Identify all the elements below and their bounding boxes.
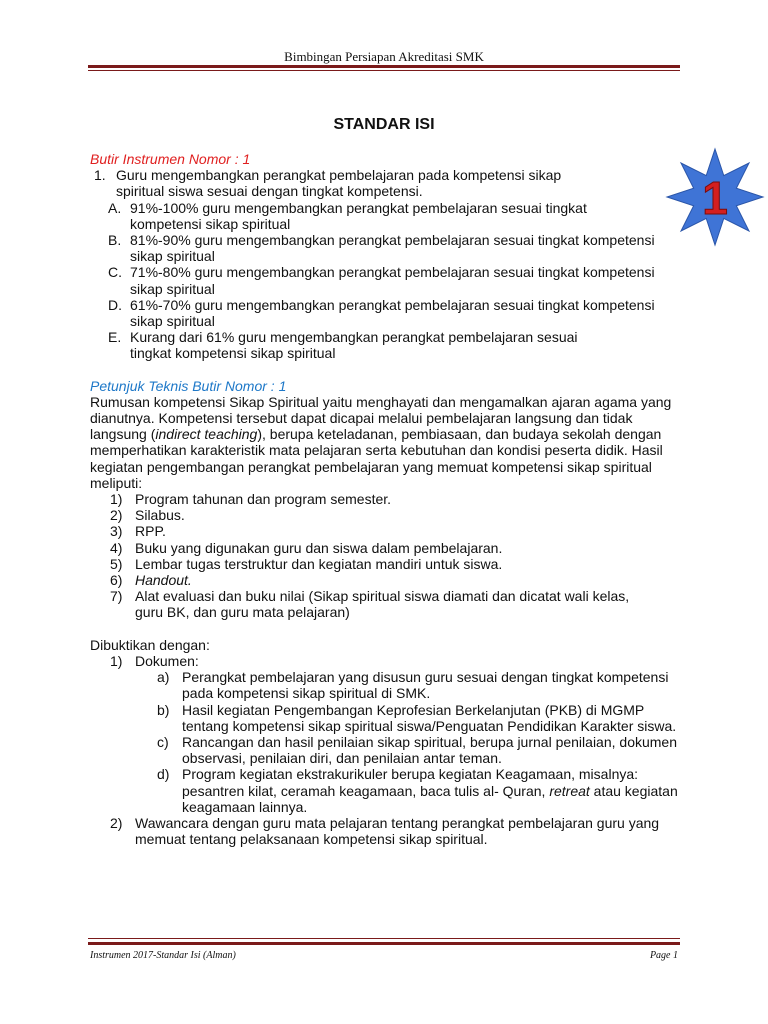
list-item [90, 540, 682, 556]
option-label: E. [108, 329, 122, 346]
sub-item-label: a) [157, 669, 170, 686]
sub-d-text-1: Program kegiatan ekstrakurikuler berupa kegiatan Keagamaan, misalnya: pesantren kilat, ceramah keagamaan, baca tulis al- Quran, [182, 766, 639, 799]
sub-item [90, 766, 682, 815]
list-item-text: Buku yang digunakan guru dan siswa dalam pembelajaran. [135, 539, 503, 556]
option-text: Kurang dari 61% guru mengembangkan perangkat pembelajaran sesuai tingkat kompetensi sikap spiritual [130, 329, 578, 362]
question-number: 1. [94, 167, 106, 184]
list-item-label: 6) [110, 572, 123, 589]
spacer [90, 621, 682, 637]
list-item-text: Lembar tugas terstruktur dan kegiatan mandiri untuk siswa. [135, 555, 503, 572]
list-item-label: 2) [110, 814, 123, 831]
badge-number: 1 [702, 172, 728, 224]
page-title: STANDAR ISI [333, 116, 435, 133]
list-item-label: 2) [110, 507, 123, 524]
sub-item-label: d) [157, 766, 170, 783]
option-item [90, 200, 682, 232]
petunjuk-text-1: Rumusan kompetensi Sikap Spiritual yaitu menghayati dan mengamalkan ajaran agama yang dianutnya. Kompetensi tersebut dapat dicapai melalui pembelajaran langsung dan tidak langsung ( [90, 393, 672, 443]
list-item-text: Silabus. [135, 507, 185, 524]
list-item [90, 556, 682, 572]
list-item-text: Program tahunan dan program semester. [135, 491, 392, 508]
sub-item [90, 702, 682, 734]
dibuktikan-intro: Dibuktikan dengan: [90, 636, 210, 653]
list-item [90, 507, 682, 523]
list-item-text: RPP. [135, 523, 166, 540]
option-text: 81%-90% guru mengembangkan perangkat pembelajaran sesuai tingkat kompetensi sikap spiritual [130, 232, 655, 265]
spacer [90, 362, 682, 378]
sub-item-label: b) [157, 701, 170, 718]
butir-heading: Butir Instrumen Nomor : 1 [90, 151, 251, 167]
option-text: 91%-100% guru mengembangkan perangkat pembelajaran sesuai tingkat kompetensi sikap spiritual [130, 199, 587, 232]
list-item-text: Alat evaluasi dan buku nilai (Sikap spiritual siswa diamati dan dicatat wali kelas, guru BK, dan guru mata pelajaran) [135, 588, 630, 621]
list-item-text: Wawancara dengan guru mata pelajaran tentang perangkat pembelajaran guru yang memuat tentang pelaksanaan kompetensi sikap spiritual. [135, 814, 660, 848]
sub-d-text-2: atau kegiatan keagamaan lainnya. [182, 782, 678, 815]
option-text: 61%-70% guru mengembangkan perangkat pembelajaran sesuai tingkat kompetensi sikap spiritual [130, 296, 655, 330]
header-rule-thin [88, 70, 680, 71]
option-item [90, 264, 682, 296]
option-item [90, 297, 682, 329]
option-item [90, 329, 682, 361]
list-item-label: 3) [110, 523, 123, 540]
option-label: B. [108, 232, 122, 249]
list-item-label: 1) [110, 652, 123, 669]
option-label: A. [108, 199, 122, 216]
footer-rule-thin [88, 938, 680, 939]
question-text: Guru mengembangkan perangkat pembelajaran pada kompetensi sikap spiritual siswa sesuai dengan tingkat kompetensi. [116, 167, 562, 200]
option-text: 71%-80% guru mengembangkan perangkat pembelajaran sesuai tingkat kompetensi sikap spiritual [130, 264, 655, 297]
list-item [90, 491, 682, 507]
petunjuk-paragraph [90, 394, 682, 491]
list-item [90, 653, 682, 669]
petunjuk-italic: indirect teaching [155, 426, 258, 443]
sub-item [90, 734, 682, 766]
option-label: D. [108, 296, 122, 313]
list-item-label: 5) [110, 555, 123, 572]
list-item [90, 523, 682, 539]
sub-item-text: Rancangan dan hasil penilaian sikap spiritual, berupa jurnal penilaian, dokumen observasi, penilaian diri, dan penilaian antar teman. [182, 733, 677, 767]
running-header: Bimbingan Persiapan Akreditasi SMK [284, 49, 484, 64]
document-body [90, 151, 682, 847]
option-label: C. [108, 264, 122, 281]
petunjuk-heading: Petunjuk Teknis Butir Nomor : 1 [90, 377, 287, 394]
list-item-text: Dokumen: [135, 652, 199, 669]
sub-item-text: Perangkat pembelajaran yang disusun guru sesuai dengan tingkat kompetensi pada kompetensi sikap spiritual di SMK. [182, 669, 669, 702]
petunjuk-text-2: ), berupa keteladanan, pembiasaan, dan budaya sekolah dengan memperhatikan karakteristik mata pelajaran serta kebutuhan dan kondisi peserta didik. Hasil kegiatan pengembangan perangkat pembelajaran yang memuat kompetensi sikap spiritual meliputi: [90, 426, 663, 491]
page-number: Page 1 [649, 950, 678, 961]
list-item-text: Handout. [135, 572, 192, 589]
list-item [90, 572, 682, 588]
footer-rule [88, 942, 680, 945]
petunjuk-list [90, 491, 682, 621]
header-rule [88, 65, 680, 68]
sub-item-label: c) [157, 733, 169, 750]
sub-item [90, 669, 682, 701]
list-item-label: 4) [110, 539, 123, 556]
list-item [90, 815, 682, 847]
sub-item-text: Hasil kegiatan Pengembangan Keprofesian Berkelanjutan (PKB) di MGMP tentang kompetensi sikap spiritual siswa/Penguatan Pendidikan Karakter siswa. [182, 701, 677, 734]
list-item [90, 588, 682, 620]
list-item-label: 1) [110, 491, 123, 508]
sub-item-text [90, 766, 682, 815]
question-item [90, 167, 682, 199]
option-item [90, 232, 682, 264]
list-item-label: 7) [110, 588, 123, 605]
footer-left: Instrumen 2017-Standar Isi (Alman) [90, 950, 236, 961]
sub-d-italic: retreat [549, 782, 590, 799]
